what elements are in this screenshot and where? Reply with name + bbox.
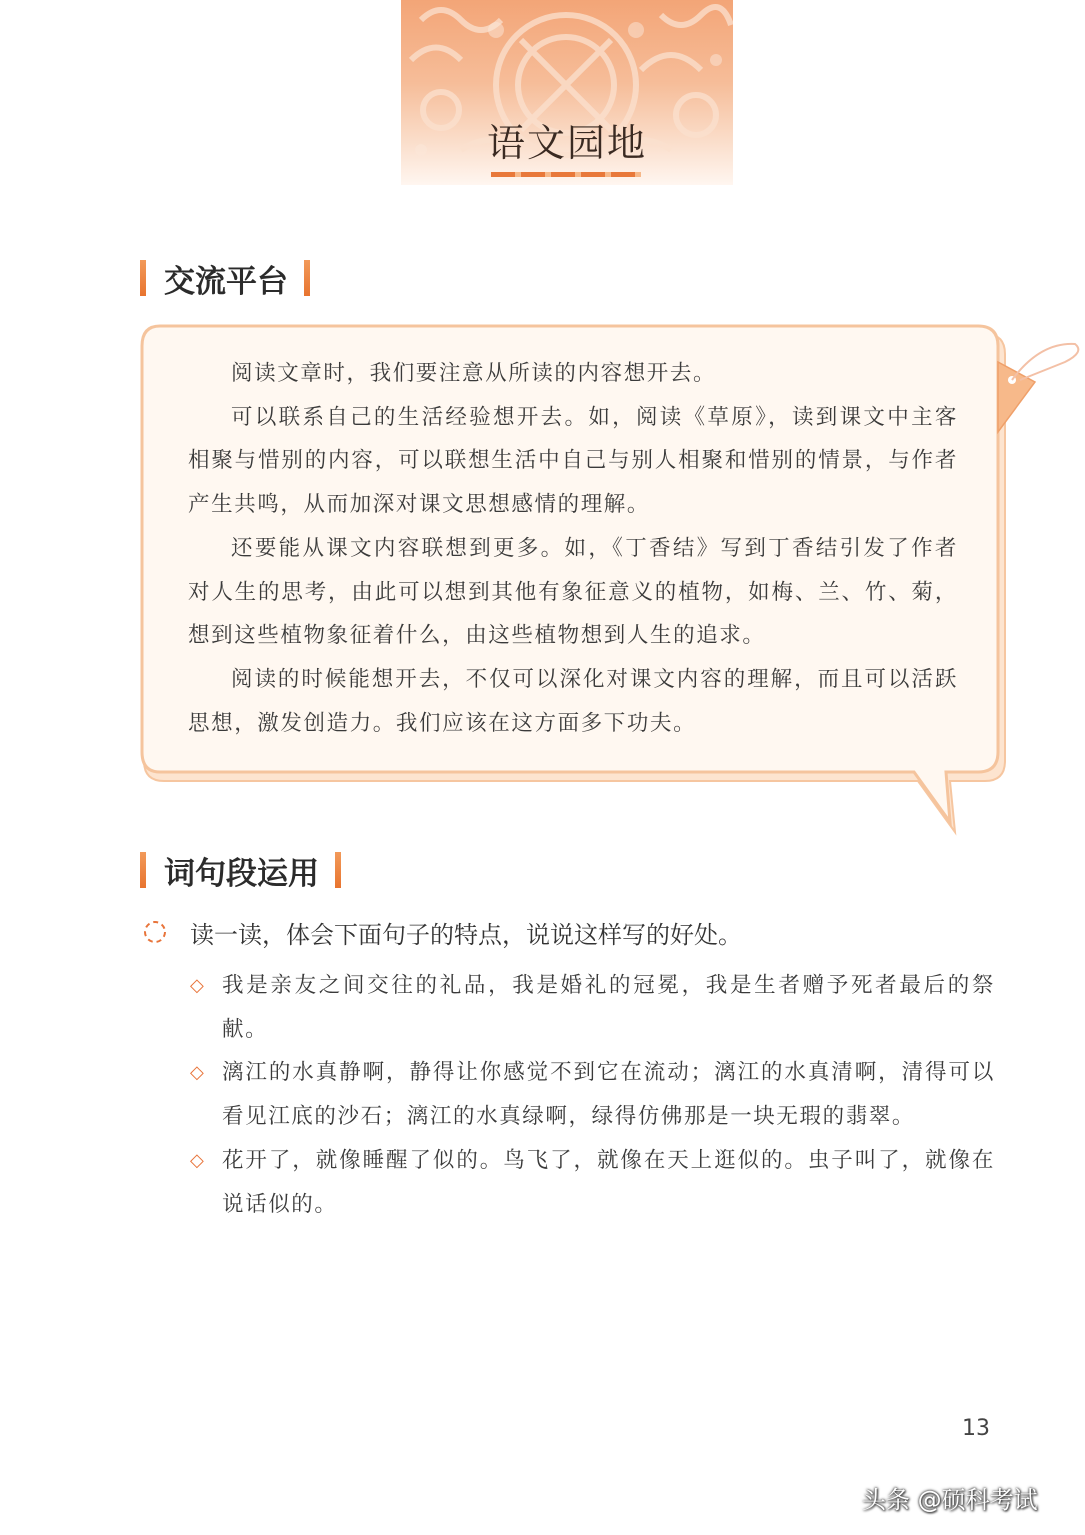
section-heading-label: 交流平台 — [164, 263, 288, 300]
paragraph: 阅读的时候能想开去，不仅可以深化对课文内容的理解，而且可以活跃思想，激发创造力。我们应该在这方面多下功夫。 — [188, 666, 958, 736]
heading-bar-right — [304, 260, 310, 296]
heading-bar-left — [140, 852, 146, 888]
exercise-instruction — [142, 912, 742, 952]
header-banner — [401, 0, 733, 185]
page-title: 语文园地 — [486, 121, 647, 165]
list-item — [190, 1051, 995, 1138]
diamond-bullet-icon: ◇ — [190, 1149, 206, 1171]
list-item — [190, 964, 995, 1051]
page-number: 13 — [962, 1416, 990, 1441]
paragraph: 阅读文章时，我们要注意从所读的内容想开去。 — [231, 361, 717, 386]
heading-bar-right — [335, 852, 341, 888]
section-heading-words — [140, 850, 341, 890]
paragraph: 还要能从课文内容联想到更多。如，《丁香结》写到丁香结引发了作者对人生的思考，由此可以想到其他有象征意义的植物，如梅、兰、竹、菊，想到这些植物象征着什么，由这些植物想到人生的追求。 — [188, 535, 958, 649]
section-heading-exchange — [140, 258, 310, 298]
list-item-text: 我是亲友之间交往的礼品，我是婚礼的冠冕，我是生者赠予死者最后的祭献。 — [222, 973, 995, 1042]
watermark: 头条 @硕科考试 — [862, 1486, 1038, 1514]
section-heading-label: 词句段运用 — [164, 855, 319, 892]
paragraph: 可以联系自己的生活经验想开去。如，阅读《草原》，读到课文中主客相聚与惜别的内容，可以联想生活中自己与别人相聚和惜别的情景，与作者产生共鸣，从而加深对课文思想感情的理解。 — [188, 404, 958, 518]
sentence-list — [190, 964, 995, 1226]
heading-bar-left — [140, 260, 146, 296]
title-underline — [491, 172, 641, 177]
diamond-bullet-icon: ◇ — [190, 1062, 206, 1084]
list-item-text: 花开了，就像睡醒了似的。鸟飞了，就像在天上逛似的。虫子叫了，就像在说话似的。 — [222, 1147, 995, 1217]
list-item-text: 漓江的水真静啊，静得让你感觉不到它在流动；漓江的水真清啊，清得可以看见江底的沙石；漓江的水真绿啊，绿得仿佛那是一块无瑕的翡翠。 — [222, 1060, 995, 1130]
exercise-text: 读一读，体会下面句子的特点，说说这样写的好处。 — [190, 920, 742, 949]
dashed-circle-icon — [142, 919, 168, 945]
exchange-text — [188, 352, 958, 745]
diamond-bullet-icon: ◇ — [190, 975, 206, 996]
list-item — [190, 1139, 995, 1226]
